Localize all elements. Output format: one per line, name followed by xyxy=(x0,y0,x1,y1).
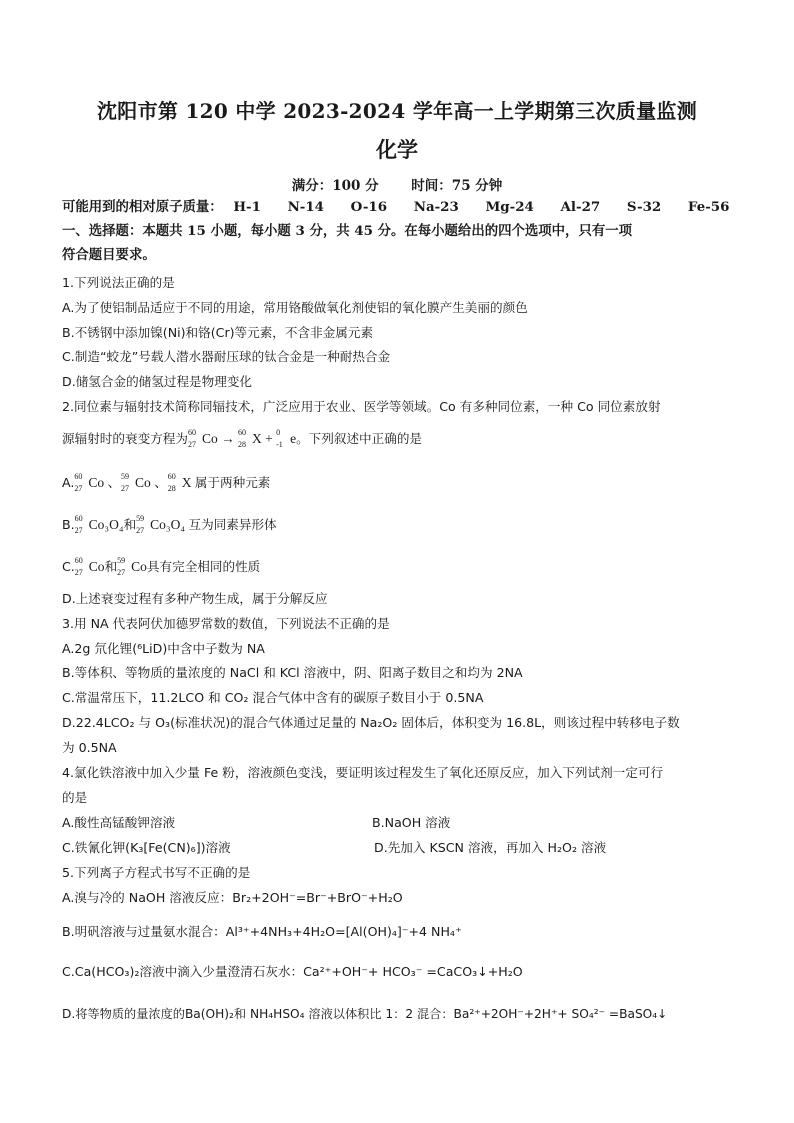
option-text: 属于两种元素 xyxy=(194,475,271,490)
q4-stem-cont: 的是 xyxy=(62,790,88,805)
q3-option-a: A.2g 氘化锂(⁶LiD)中含中子数为 NA xyxy=(62,641,265,656)
formula: 59 27 Co₃O₄ xyxy=(136,514,189,535)
q2-stem-text: 源辐射时的衰变方程为 xyxy=(62,431,188,446)
atomic-mass-item: H-1 xyxy=(233,199,261,215)
q2-option-c xyxy=(62,556,737,576)
option-label: C. xyxy=(62,559,75,574)
q4-option-d: D.先加入 KSCN 溶液，再加入 H₂O₂ 溶液 xyxy=(374,840,607,855)
q1-option-b: B.不锈钢中添加镍(Ni)和铬(Cr)等元素，不含非金属元素 xyxy=(62,325,374,340)
atomic-mass-item: O-16 xyxy=(350,199,388,215)
q5-option-a: A.溴与冷的 NaOH 溶液反应：Br₂+2OH⁻=Br⁻+BrO⁻+H₂O xyxy=(62,890,403,905)
option-text: 具有完全相同的性质 xyxy=(146,559,261,574)
atomic-mass-item: Fe-56 xyxy=(687,199,730,215)
q5-stem: 5.下列离子方程式书写不正确的是 xyxy=(62,865,251,880)
atomic-masses xyxy=(62,198,737,216)
q3-option-b: B.等体积、等物质的量浓度的 NaCl 和 KCl 溶液中，阴、阳离子数目之和均为 2NA xyxy=(62,665,523,680)
atomic-mass-item: Al-27 xyxy=(560,199,601,215)
q3-option-c: C.常温常压下，11.2LCO 和 CO₂ 混合气体中含有的碳原子数目小于 0.5NA xyxy=(62,690,484,705)
formula: 60 27 Co xyxy=(74,556,105,577)
q5-option-b: B.明矾溶液与过量氨水混合：Al³⁺+4NH₃+4H₂O=[Al(OH)₄]⁻+4 NH₄⁺ xyxy=(62,924,462,939)
q3-option-d-cont: 为 0.5NA xyxy=(62,740,117,755)
q2-option-a xyxy=(62,472,737,492)
q2-stem-cont xyxy=(62,428,737,448)
option-text: 和 xyxy=(104,559,118,574)
formula: 59 27 Co xyxy=(117,556,147,577)
q1-option-c: C.制造“蛟龙”号载人潜水器耐压球的钛合金是一种耐热合金 xyxy=(62,349,391,364)
atomic-masses-label: 可能用到的相对原子质量： xyxy=(62,199,223,215)
option-label: B. xyxy=(62,517,75,532)
section-heading-cont: 符合题目要求。 xyxy=(62,247,156,263)
atomic-mass-item: Na-23 xyxy=(413,199,459,215)
option-text: 互为同素异形体 xyxy=(188,517,277,532)
decay-equation: 60 27 Co → 60 28 X + 0 -1 e xyxy=(187,428,297,449)
q3-stem: 3.用 NA 代表阿伏加德罗常数的数值，下列说法不正确的是 xyxy=(62,616,390,631)
q2-option-d: D.上述衰变过程有多种产物生成，属于分解反应 xyxy=(62,591,328,606)
q4-option-b: B.NaOH 溶液 xyxy=(372,815,451,830)
exam-meta xyxy=(0,174,794,194)
atomic-mass-item: S-32 xyxy=(626,199,662,215)
q5-option-c: C.Ca(HCO₃)₂溶液中滴入少量澄清石灰水：Ca²⁺+OH⁻+ HCO₃⁻ =CaCO₃↓+H₂O xyxy=(62,964,523,979)
atomic-mass-item: N-14 xyxy=(287,199,324,215)
q5-option-d: D.将等物质的量浓度的Ba(OH)₂和 NH₄HSO₄ 溶液以体积比 1：2 混合：Ba²⁺+2OH⁻+2H⁺+ SO₄²⁻ =BaSO₄↓ xyxy=(62,1007,668,1021)
q1-stem: 1.下列说法正确的是 xyxy=(62,275,175,290)
full-score: 满分：100 分 xyxy=(291,178,379,194)
q1-option-d: D.储氢合金的储氢过程是物理变化 xyxy=(62,374,253,389)
formula: 60 27 Co₃O₄ xyxy=(74,514,124,535)
section-heading: 一、选择题：本题共 15 小题，每小题 3 分，共 45 分。在每小题给出的四个选项中，只有一项 xyxy=(62,223,633,239)
option-text: 和 xyxy=(123,517,137,532)
q4-option-c: C.铁氰化钾(K₃[Fe(CN)₆])溶液 xyxy=(62,840,231,855)
subject-title: 化学 xyxy=(376,137,418,162)
exam-time: 时间：75 分钟 xyxy=(411,178,503,194)
atomic-mass-item: Mg-24 xyxy=(485,199,534,215)
q4-option-a: A.酸性高锰酸钾溶液 xyxy=(62,815,176,830)
q2-option-b xyxy=(62,514,737,534)
q3-option-d: D.22.4LCO₂ 与 O₃(标准状况)的混合气体通过足量的 Na₂O₂ 固体后，体积变为 16.8L，则该过程中转移电子数 xyxy=(62,715,680,730)
q2-stem: 2.同位素与辐射技术简称同辐技术，广泛应用于农业、医学等领域。Co 有多种同位素，一种 Co 同位素放射 xyxy=(62,399,661,414)
exam-title: 沈阳市第 120 中学 2023-2024 学年高一上学期第三次质量监测 xyxy=(96,99,698,123)
q1-option-a: A.为了使铝制品适应于不同的用途，常用铬酸做氧化剂使铝的氧化膜产生美丽的颜色 xyxy=(62,300,528,315)
q2-stem-text: 。下列叙述中正确的是 xyxy=(296,431,423,446)
q4-options-row-1 xyxy=(62,814,737,832)
isotope-list: 60 27 Co 、 59 27 Co 、 60 28 X xyxy=(74,472,195,493)
q4-options-row-2 xyxy=(62,839,737,857)
q4-stem: 4.氯化铁溶液中加入少量 Fe 粉，溶液颜色变浅，要证明该过程发生了氧化还原反应，加入下列试剂一定可行 xyxy=(62,765,664,780)
option-label: A. xyxy=(62,475,75,490)
